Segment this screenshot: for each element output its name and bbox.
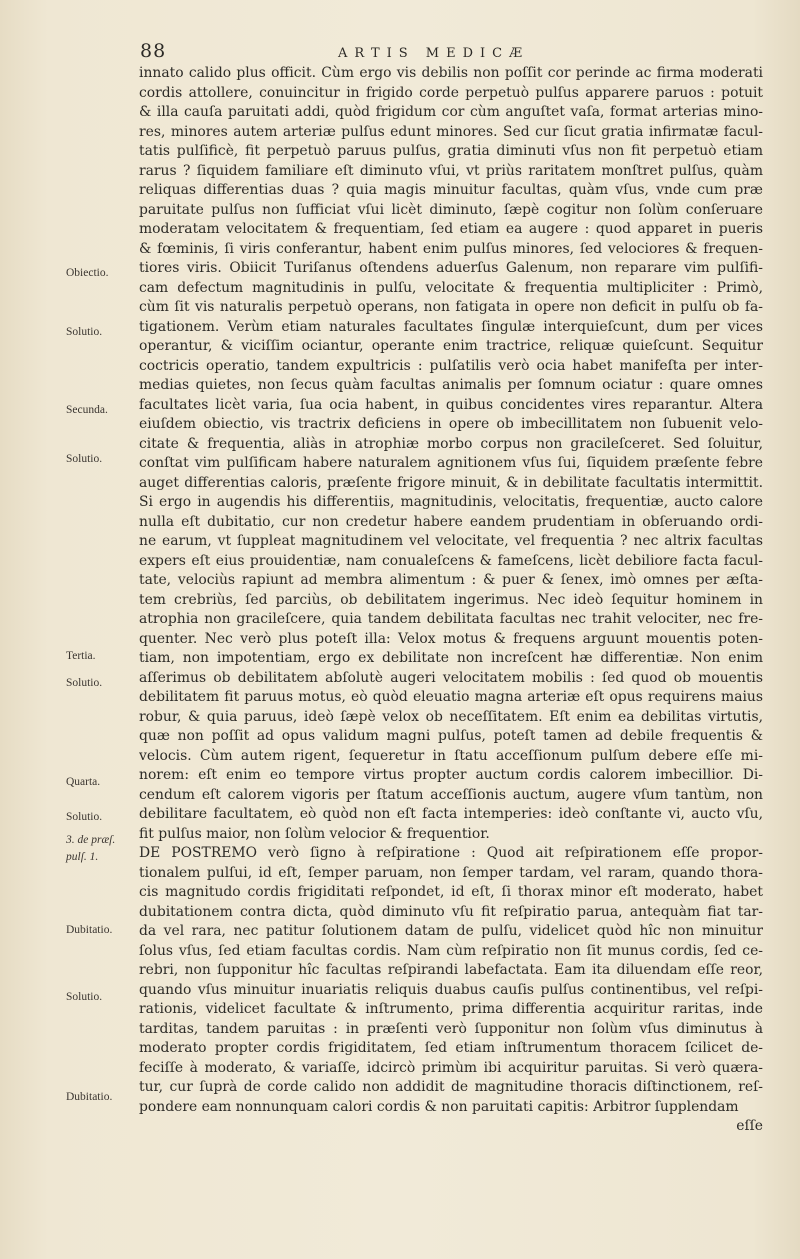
margin-note-solutio: Solutio. bbox=[66, 811, 103, 823]
text-line: res, minores autem arteriæ pulſus edunt minores. Sed cur ſicut gratia infirmatæ facul- bbox=[139, 123, 763, 140]
text-line: coctricis operatio, tandem expultricis : pulſatilis verò ocia habet manifeſta per inter- bbox=[139, 357, 763, 374]
running-head: ARTIS MEDICÆ bbox=[338, 46, 530, 61]
text-line: pondere eam nonnunquam calori cordis & non paruitati capitis: Arbitror ſupplendam bbox=[139, 1098, 739, 1115]
text-line: auget differentias caloris, præſente frigore minuit, & in debilitate facultatis intermittit. bbox=[139, 474, 763, 491]
text-line: debilitatem fit paruus motus, eò quòd eleuatio magna arteriæ eſt opus requirens maius bbox=[139, 689, 763, 705]
text-line: eſſe bbox=[736, 1118, 763, 1134]
text-line: cordis attollere, conuincitur in frigido corde perpetuò pulſus apparere paruos : potuit bbox=[139, 84, 763, 101]
text-line: DE POSTREMO verò ſigno à reſpiratione : Quod ait reſpirationem eſſe propor- bbox=[139, 845, 763, 861]
text-line: innato calido plus officit. Cùm ergo vis debilis non poſſit cor perinde ac firma moderati bbox=[139, 65, 763, 81]
text-line: medias quietes, non ſecus quàm facultas animalis per ſomnum ociatur : quare omnes bbox=[139, 377, 763, 393]
margin-note-tertia: Tertia. bbox=[66, 650, 96, 662]
text-line: expers eſt eius prouidentiæ, nam conualeſcens & fameſcens, licèt debiliore facta facul- bbox=[139, 552, 763, 569]
text-line: cùm ſit vis naturalis perpetuò operans, non fatigata in opere non deficit in pulſu ob fa- bbox=[139, 299, 763, 315]
text-line: tiam, non impotentiam, ergo ex debilitate non increſcent hæ differentiæ. Non enim bbox=[139, 650, 763, 666]
margin-note-solutio: Solutio. bbox=[66, 991, 103, 1003]
text-line: rebri, non ſupponitur hîc facultas reſpirandi labefactata. Eam ita diluendam eſſe reor, bbox=[139, 962, 763, 978]
text-line: tem crebriùs, ſed parciùs, ob debilitatem ingerimus. Nec ideò ſequitur hominem in bbox=[139, 591, 763, 608]
margin-note-dubitatio: Dubitatio. bbox=[66, 1091, 113, 1103]
text-line: paruitate pulſus non ſufficiat vſui licèt diminuto, ſæpè cogitur non ſolùm conſeruare bbox=[139, 201, 763, 218]
text-line: velocis. Cùm autem rigent, ſequeretur in ſtatu acceſſionum pulſum debere eſſe mi- bbox=[139, 747, 763, 764]
margin-note-secunda: Secunda. bbox=[66, 404, 108, 416]
text-line: operantur, & viciſſim ociantur, operante enim tractrice, reliquæ quieſcunt. Sequitur bbox=[139, 338, 763, 354]
text-line: tiores viris. Obiicit Turiſanus oſtendens aduerſus Galenum, non reparare vim pulſifi- bbox=[139, 260, 763, 276]
text-line: cis magnitudo cordis frigiditati reſpondet, id eſt, ſi thorax minor eſt moderato, habet bbox=[139, 884, 763, 900]
text-line: cam defectum magnitudinis in pulſu, velocitate & frequentia multipliciter : Primò, bbox=[139, 279, 763, 296]
page-number: 88 bbox=[140, 40, 167, 62]
text-line: moderatam velocitatem & frequentiam, ſed etiam ea augere : quod apparet in pueris bbox=[139, 221, 763, 237]
text-line: norem: eſt enim eo tempore virtus propter auctum cordis calorem imbecillior. Di- bbox=[139, 767, 763, 783]
text-line: rationis, videlicet facultate & inſtrumento, prima differentia acquiritur raritas, inde bbox=[139, 1001, 763, 1017]
margin-note-reference: 3. de præſ. bbox=[66, 834, 116, 846]
margin-note-reference: pulſ. 1. bbox=[66, 851, 99, 863]
text-line: tate, velociùs rapiunt ad membra alimentum : & puer & ſenex, imò omnes per æſta- bbox=[139, 572, 763, 588]
text-line: tigationem. Verùm etiam naturales facultates ſingulæ interquieſcunt, dum per vices bbox=[139, 318, 763, 335]
text-line: atrophia non gracileſcere, quia tandem debilitata facultas nec trahit velociter, nec fre- bbox=[139, 611, 763, 627]
margin-note-obiectio: Obiectio. bbox=[66, 267, 109, 279]
text-line: da vel rara, nec patitur ſolutionem datam de pulſu, videlicet quòd hîc non minuitur bbox=[139, 923, 763, 939]
margin-note-dubitatio: Dubitatio. bbox=[66, 924, 113, 936]
text-line: & fœminis, ſi viris conferantur, habent enim pulſus minores, ſed velociores & frequen- bbox=[139, 240, 763, 257]
text-line: cendum eſt calorem vigoris per ſtatum acceſſionis auctum, augere vſum tantùm, non bbox=[139, 786, 763, 803]
text-line: reliquas differentias duas ? quia magis minuitur facultas, quàm vſus, vnde cum præ bbox=[139, 182, 763, 198]
text-line: conſtat vim pulſificam habere naturalem agnitionem vſus ſui, ſiquidem præſente febre bbox=[139, 455, 763, 471]
text-line: tarditas, tandem paruitas : in præſenti verò ſupponitur non ſolùm vſus diminutus à bbox=[139, 1020, 763, 1037]
page-header bbox=[138, 36, 763, 62]
text-line: nulla eſt dubitatio, cur non credetur habere eandem prudentiam in obſeruando ordi- bbox=[139, 513, 763, 530]
text-line: aſſerimus ob debilitatem abſolutè augeri velocitatem mobilis : ſed quod ob mouentis bbox=[139, 669, 763, 686]
margin-note-solutio: Solutio. bbox=[66, 326, 103, 338]
margin-note-solutio: Solutio. bbox=[66, 677, 103, 689]
text-line: fit pulſus maior, non ſolùm velocior & frequentior. bbox=[139, 825, 490, 842]
text-line: ſolus vſus, ſed etiam facultas cordis. Nam cùm reſpiratio non ſit munus cordis, ſed ce- bbox=[139, 942, 763, 959]
text-line: rarus ? ſiquidem familiare eſt diminuto vſui, vt priùs raritatem monſtret pulſus, quàm bbox=[139, 162, 763, 179]
text-line: ne earum, vt ſuppleat magnitudinem vel velocitate, vel frequentia ? nec altrix facultas bbox=[139, 533, 763, 549]
text-line: tatis pulſificè, fit perpetuò paruus pulſus, gratia diminuti vſus non fit perpetuò etiam bbox=[139, 143, 763, 159]
text-line: citate & frequentia, aliàs in atrophiæ morbo corpus non gracileſceret. Sed ſoluitur, bbox=[139, 435, 763, 452]
text-line: quæ non poſſit ad opus validum magni pulſus, poteſt tamen ad debile frequentis & bbox=[139, 728, 763, 744]
text-line: & illa cauſa paruitati addi, quòd frigidum cor cùm anguſtet vaſa, format arterias mino- bbox=[139, 104, 763, 120]
text-line: quando vſus minuitur inuariatis reliquis duabus cauſis pulſus continentibus, vel reſpi- bbox=[139, 981, 763, 998]
text-line: dubitationem contra dicta, quòd diminuto vſu fit reſpiratio parua, antequàm fiat tar- bbox=[139, 903, 763, 920]
body-text bbox=[139, 64, 763, 1137]
margin-note-solutio: Solutio. bbox=[66, 453, 103, 465]
text-line: debilitare facultatem, eò quòd non eſt facta intemperies: ideò conſtante vi, aucto vſu, bbox=[139, 806, 763, 822]
text-line: moderato propter cordis frigiditatem, ſed etiam inſtrumentum thoracem ſcilicet de- bbox=[139, 1040, 763, 1056]
text-line: facultates licèt varia, ſua ocia habent, in quibus concidentes vires reparantur. Altera bbox=[139, 396, 763, 413]
text-line: feciſſe à moderato, & variaſſe, idcircò primùm ibi acquiritur paruitas. Si verò quæra- bbox=[139, 1059, 763, 1076]
text-line: Si ergo in augendis his differentiis, magnitudinis, velocitatis, frequentiæ, aucto calore bbox=[139, 494, 763, 510]
text-line: robur, & quia paruus, ideò ſæpè velox ob neceſſitatem. Eſt enim ea debilitas virtutis, bbox=[139, 708, 763, 725]
text-line: tionalem pulſui, id eſt, ſemper paruam, non ſemper tardam, vel raram, quando thora- bbox=[139, 864, 763, 881]
margin-note-quarta: Quarta. bbox=[66, 776, 101, 788]
text-line: quenter. Nec verò plus poteſt illa: Velox motus & frequens arguunt mouentis poten- bbox=[139, 630, 763, 647]
text-line: tur, cur ſuprà de corde calido non addidit de magnitudine thoracis diſtinctionem, reſ- bbox=[139, 1079, 763, 1095]
text-line: eiuſdem obiectio, vis tractrix deficiens in opere ob imbecillitatem non ſubuenit velo- bbox=[139, 416, 763, 432]
